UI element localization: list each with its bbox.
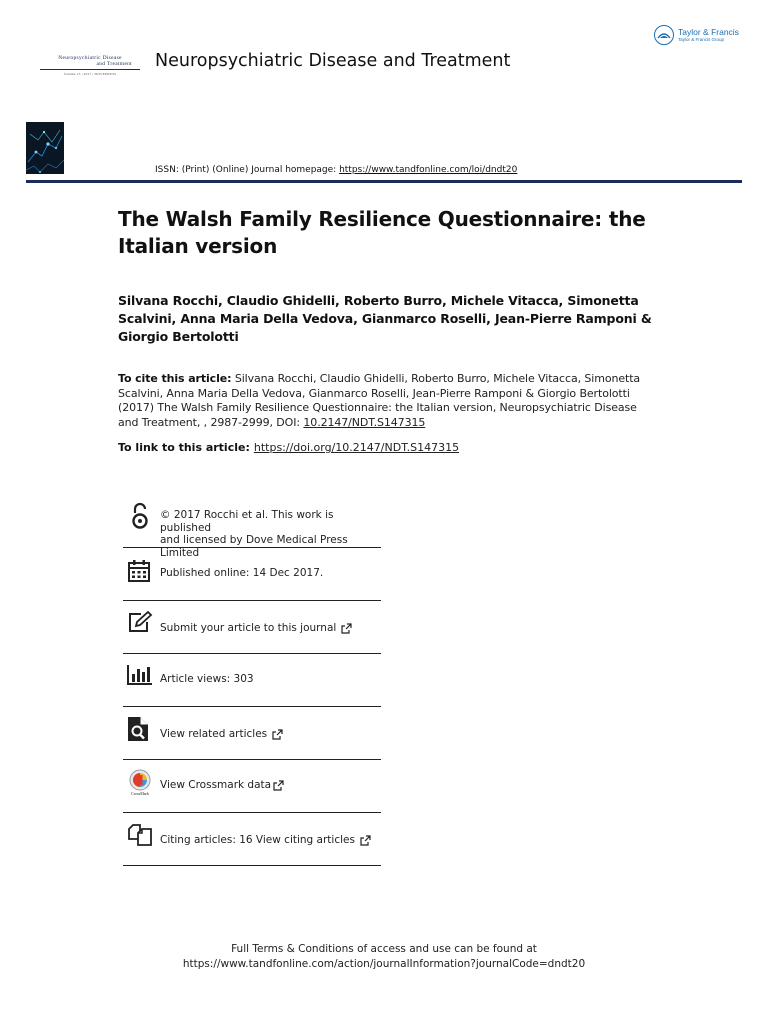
footer-line1: Full Terms & Conditions of access and use can be found at	[231, 943, 537, 955]
citation-label: To cite this article:	[118, 372, 232, 385]
footer-terms	[0, 942, 768, 972]
article-title: The Walsh Family Resilience Questionnaire: the Italian version	[118, 207, 646, 258]
citing-row[interactable]	[123, 813, 381, 866]
citing-articles-link[interactable]: Citing articles: 16 View citing articles	[160, 834, 355, 846]
citing-articles-icon	[127, 823, 153, 849]
issn-line	[155, 165, 517, 175]
footer-terms-url[interactable]: https://www.tandfonline.com/action/journalInformation?journalCode=dndt20	[182, 958, 586, 970]
views-row	[123, 654, 381, 707]
journal-homepage-link[interactable]: https://www.tandfonline.com/loi/dndt20	[339, 165, 518, 175]
calendar-icon	[127, 559, 153, 585]
crossmark-logo-text: CrossMark	[131, 791, 149, 796]
crossmark-link[interactable]: View Crossmark data	[160, 779, 272, 791]
external-link-icon	[273, 780, 284, 791]
journal-name: Neuropsychiatric Disease and Treatment	[155, 51, 511, 71]
open-access-icon	[127, 502, 153, 528]
issn-text: ISSN: (Print) (Online) Journal homepage:	[155, 165, 340, 175]
crossmark-row[interactable]	[123, 760, 381, 813]
link-line	[118, 441, 459, 454]
header-divider	[26, 180, 742, 183]
open-access-line1: © 2017 Rocchi et al. This work is published	[160, 509, 334, 534]
journal-logo-line2: and Treatment	[96, 61, 132, 67]
external-link-icon	[360, 835, 371, 846]
journal-logo	[40, 55, 140, 76]
edit-icon	[127, 611, 153, 637]
related-articles-icon	[127, 716, 153, 742]
open-access-line2: and licensed by Dove Medical Press Limited	[160, 534, 348, 559]
journal-cover-image	[26, 122, 64, 174]
submit-row[interactable]	[123, 601, 381, 654]
link-label: To link to this article:	[118, 441, 250, 454]
crossmark-icon	[127, 769, 153, 795]
article-info-list	[123, 495, 381, 866]
article-doi-url[interactable]: https://doi.org/10.2147/NDT.S147315	[253, 441, 460, 454]
journal-logo-line1: Neuropsychiatric Disease	[58, 55, 122, 61]
external-link-icon	[272, 729, 283, 740]
related-articles-link[interactable]: View related articles	[160, 728, 268, 740]
article-authors: Silvana Rocchi, Claudio Ghidelli, Roberto Burro, Michele Vitacca, Simonetta Scalvini, Anna Maria Della Vedova, Gianmarco Roselli, Jean-Pierre Ramponi & Giorgio Bertolotti	[118, 293, 652, 344]
published-date: Published online: 14 Dec 2017.	[160, 567, 324, 579]
external-link-icon	[341, 623, 352, 634]
published-row	[123, 548, 381, 601]
publisher-name: Taylor & Francis	[678, 27, 739, 37]
taylor-francis-icon	[654, 25, 674, 45]
doi-link[interactable]: 10.2147/NDT.S147315	[303, 416, 426, 430]
related-row[interactable]	[123, 707, 381, 760]
taylor-francis-logo[interactable]	[654, 22, 754, 48]
publisher-group: Taylor & Francis Group	[678, 36, 725, 42]
citation-block	[118, 372, 658, 431]
submit-article-link[interactable]: Submit your article to this journal	[160, 622, 337, 634]
article-views: Article views: 303	[160, 673, 254, 685]
bar-chart-icon	[127, 664, 153, 690]
journal-logo-line3: Volume 13 | 2017 | DOVEPRESS	[63, 72, 117, 76]
open-access-row	[123, 495, 381, 559]
journal-logo-rule	[40, 69, 140, 70]
citation-text: Silvana Rocchi, Claudio Ghidelli, Roberto Burro, Michele Vitacca, Simonetta Scalvini, Anna Maria Della Vedova, Gianmarco Roselli, Jean-Pierre Ramponi & Giorgio Bertolotti (2017) The Walsh Family Resilience Questionnaire: the Italian version, Neuropsychiatric Disease and Treatment, , 2987-2999, DOI:	[118, 372, 641, 430]
